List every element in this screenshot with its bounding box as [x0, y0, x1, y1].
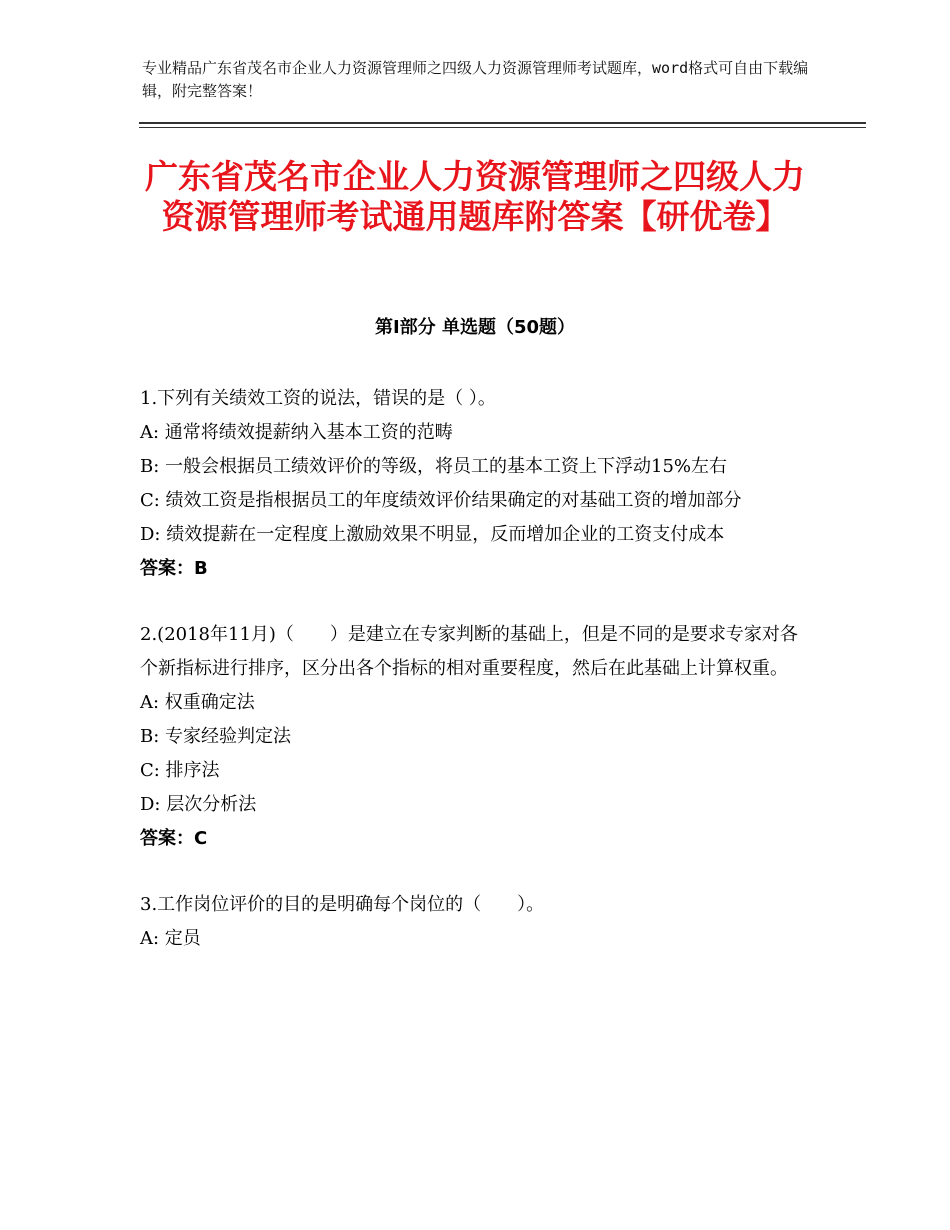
document-title: 广东省茂名市企业人力资源管理师之四级人力资源管理师考试通用题库附答案【研优卷】 [145, 157, 805, 236]
option-a: A: 权重确定法 [140, 692, 255, 713]
option-a: A: 通常将绩效提薪纳入基本工资的范畴 [140, 422, 453, 443]
section-title: 第Ⅰ部分 单选题（50题） [374, 317, 575, 338]
header-note: 专业精品广东省茂名市企业人力资源管理师之四级人力资源管理师考试题库，word格式可自由下载编辑，附完整答案！ [142, 59, 809, 100]
answer-label: 答案：B [140, 558, 208, 579]
option-c: C: 排序法 [140, 760, 220, 781]
answer-label: 答案：C [140, 828, 208, 849]
question-stem: 1.下列有关绩效工资的说法，错误的是（ ）。 [140, 388, 496, 409]
question-3 [140, 888, 812, 956]
option-c: C: 绩效工资是指根据员工的年度绩效评价结果确定的对基础工资的增加部分 [140, 490, 742, 511]
option-d: D: 绩效提薪在一定程度上激励效果不明显，反而增加企业的工资支付成本 [140, 524, 725, 545]
question-stem: 3.工作岗位评价的目的是明确每个岗位的（ ）。 [140, 894, 545, 915]
header-rule-thick [139, 122, 866, 124]
option-d: D: 层次分析法 [140, 794, 257, 815]
option-b: B: 专家经验判定法 [140, 726, 292, 747]
option-a: A: 定员 [140, 928, 201, 949]
question-1 [140, 382, 812, 586]
question-stem: 2.(2018年11月)（ ）是建立在专家判断的基础上，但是不同的是要求专家对各个新指标进行排序，区分出各个指标的相对重要程度，然后在此基础上计算权重。 [140, 624, 798, 679]
question-2 [140, 618, 812, 856]
header-rule-thin [139, 127, 866, 128]
option-b: B: 一般会根据员工绩效评价的等级，将员工的基本工资上下浮动15%左右 [140, 456, 728, 477]
question-list [140, 382, 812, 988]
